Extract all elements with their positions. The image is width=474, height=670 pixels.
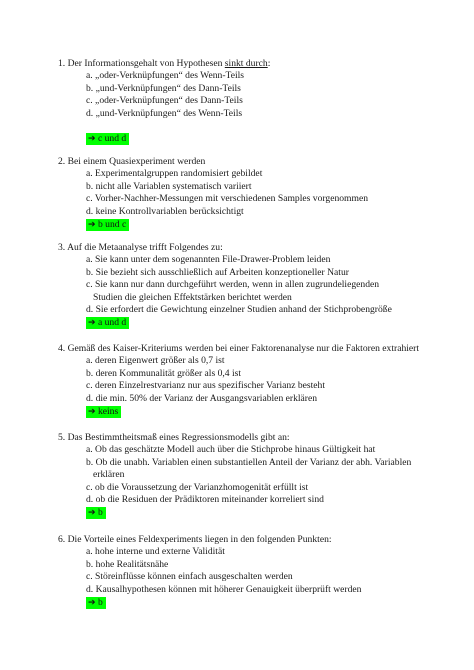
answer-highlight: ➔ c und d xyxy=(86,133,129,145)
answer-highlight: ➔ b xyxy=(86,507,106,519)
option-a: a. hohe interne und externe Validität xyxy=(86,546,225,558)
question-3 xyxy=(0,242,474,329)
question-text: 4. Gemäß des Kaiser-Kriteriums werden bei einer Faktorenanalyse nur die Faktoren extrahiert xyxy=(58,343,420,354)
arrow-right-icon: ➔ xyxy=(88,134,96,145)
option-a: a. „oder-Verknüpfungen“ des Wenn-Teils xyxy=(86,70,245,82)
option-b: b. Ob die unabh. Variablen einen substantiellen Anteil der Varianz der abh. Variablen xyxy=(86,456,412,468)
option-c: c. Vorher-Nachher-Messungen mit verschiedenen Samples vorgenommen xyxy=(86,193,369,205)
arrow-right-icon: ➔ xyxy=(88,219,96,230)
option-a: a. Experimentalgruppen randomisiert gebildet xyxy=(86,168,263,180)
option-b: b. nicht alle Variablen systematisch variiert xyxy=(86,180,252,192)
arrow-right-icon: ➔ xyxy=(88,597,96,608)
answer-highlight: ➔ keins xyxy=(86,406,121,418)
option-d: d. „und-Verknüpfungen“ des Wenn-Teils xyxy=(86,107,243,119)
option-b-continued: erklären xyxy=(93,469,125,481)
option-c: c. deren Einzelrestvarianz nur aus spezifischer Varianz besteht xyxy=(86,380,326,392)
answer-highlight: ➔ a und d xyxy=(86,317,129,329)
option-d: d. ob die Residuen der Prädiktoren miteinander korreliert sind xyxy=(86,493,324,505)
option-d: d. Sie erfordert die Gewichtung einzelner Studien anhand der Stichprobengröße xyxy=(86,303,392,315)
option-d: d. die min. 50% der Varianz der Ausgangsvariablen erklären xyxy=(86,392,318,404)
question-2 xyxy=(0,156,474,230)
option-c-continued: Studien die gleichen Effektstärken berichtet werden xyxy=(93,291,292,303)
option-a: a. deren Eigenwert größer als 0,7 ist xyxy=(86,355,225,367)
question-text: 3. Auf die Metaanalyse trifft Folgendes zu: xyxy=(58,242,223,253)
option-a: a. Ob das geschätzte Modell auch über die Stichprobe hinaus Gültigkeit hat xyxy=(86,444,376,456)
question-5 xyxy=(0,432,474,519)
option-c: c. „oder-Verknüpfungen“ des Dann-Teils xyxy=(86,95,243,107)
arrow-right-icon: ➔ xyxy=(88,318,96,329)
option-a: a. Sie kann unter dem sogenannten File-Drawer-Problem leiden xyxy=(86,254,331,266)
question-text: 6. Die Vorteile eines Feldexperiments liegen in den folgenden Punkten: xyxy=(58,534,332,545)
question-text: 1. Der Informationsgehalt von Hypothesen sinkt durch: xyxy=(58,58,271,69)
option-c: c. ob die Voraussetzung der Varianzhomogenität erfüllt ist xyxy=(86,481,309,493)
option-b: b. „und-Verknüpfungen“ des Dann-Teils xyxy=(86,82,241,94)
option-d: d. keine Kontrollvariablen berücksichtigt xyxy=(86,205,244,217)
option-b: b. Sie bezieht sich ausschließlich auf Arbeiten konzeptioneller Natur xyxy=(86,266,349,278)
option-c: c. Störeinflüsse können einfach ausgeschalten werden xyxy=(86,571,293,583)
question-text: 2. Bei einem Quasiexperiment werden xyxy=(58,156,206,167)
question-6 xyxy=(0,534,474,608)
option-b: b. hohe Realitätsnähe xyxy=(86,558,169,570)
question-text: 5. Das Bestimmtheitsmaß eines Regressionsmodells gibt an: xyxy=(58,432,290,443)
answer-highlight: ➔ b und c xyxy=(86,219,129,231)
option-b: b. deren Kommunalität größer als 0,4 ist xyxy=(86,367,242,379)
option-d: d. Kausalhypothesen können mit höherer Genauigkeit überprüft werden xyxy=(86,583,362,595)
question-1 xyxy=(0,58,474,145)
answer-highlight: ➔ b xyxy=(86,597,106,609)
arrow-right-icon: ➔ xyxy=(88,508,96,519)
question-4 xyxy=(0,343,474,417)
arrow-right-icon: ➔ xyxy=(88,406,96,417)
option-c: c. Sie kann nur dann durchgeführt werden, wenn in allen zugrundeliegenden xyxy=(86,279,380,291)
